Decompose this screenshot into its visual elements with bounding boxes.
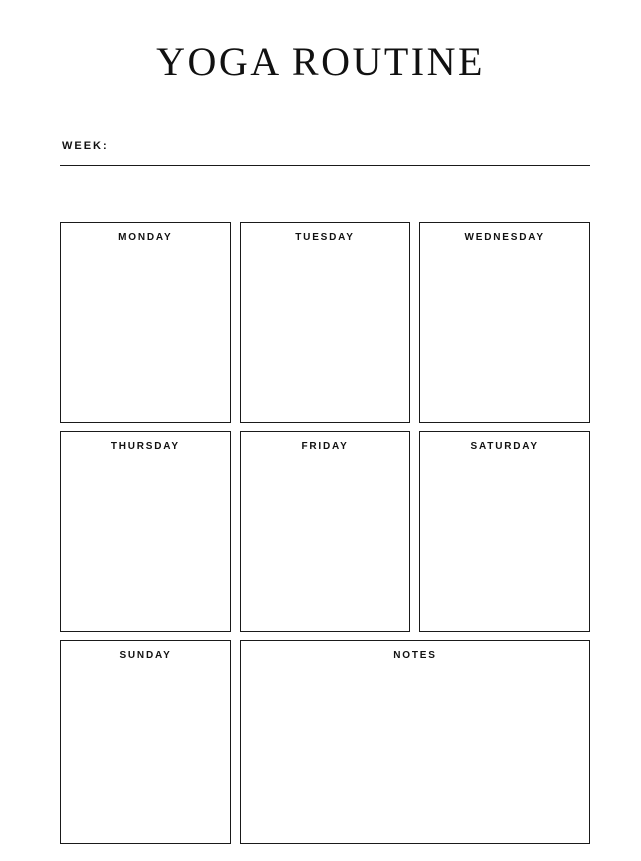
week-label: WEEK: <box>62 140 109 152</box>
day-box-heading: FRIDAY <box>301 441 349 452</box>
day-box-thursday[interactable] <box>60 431 231 632</box>
day-box-friday[interactable] <box>240 431 411 632</box>
day-box-wednesday[interactable] <box>419 222 590 423</box>
grid-row <box>60 640 590 844</box>
day-box-tuesday[interactable] <box>240 222 411 423</box>
grid-row <box>60 222 590 423</box>
day-box-content[interactable] <box>61 243 230 249</box>
day-box-saturday[interactable] <box>419 431 590 632</box>
notes-box-content[interactable] <box>241 661 589 667</box>
day-box-content[interactable] <box>61 661 230 667</box>
day-box-content[interactable] <box>241 243 410 249</box>
week-field-row[interactable] <box>60 138 590 166</box>
day-box-heading: THURSDAY <box>110 441 180 452</box>
day-box-sunday[interactable] <box>60 640 231 844</box>
day-box-heading: WEDNESDAY <box>464 232 545 243</box>
day-box-heading: TUESDAY <box>295 232 355 243</box>
day-box-heading: MONDAY <box>118 232 173 243</box>
day-box-heading: SATURDAY <box>470 441 539 452</box>
grid-row <box>60 431 590 632</box>
notes-box-heading: NOTES <box>393 650 437 661</box>
day-box-monday[interactable] <box>60 222 231 423</box>
day-box-content[interactable] <box>241 452 410 458</box>
page-title: YOGA ROUTINE <box>156 39 485 84</box>
notes-box[interactable] <box>240 640 590 844</box>
weekly-grid <box>60 222 590 852</box>
day-box-content[interactable] <box>420 243 589 249</box>
day-box-heading: SUNDAY <box>119 650 172 661</box>
day-box-content[interactable] <box>420 452 589 458</box>
day-box-content[interactable] <box>61 452 230 458</box>
